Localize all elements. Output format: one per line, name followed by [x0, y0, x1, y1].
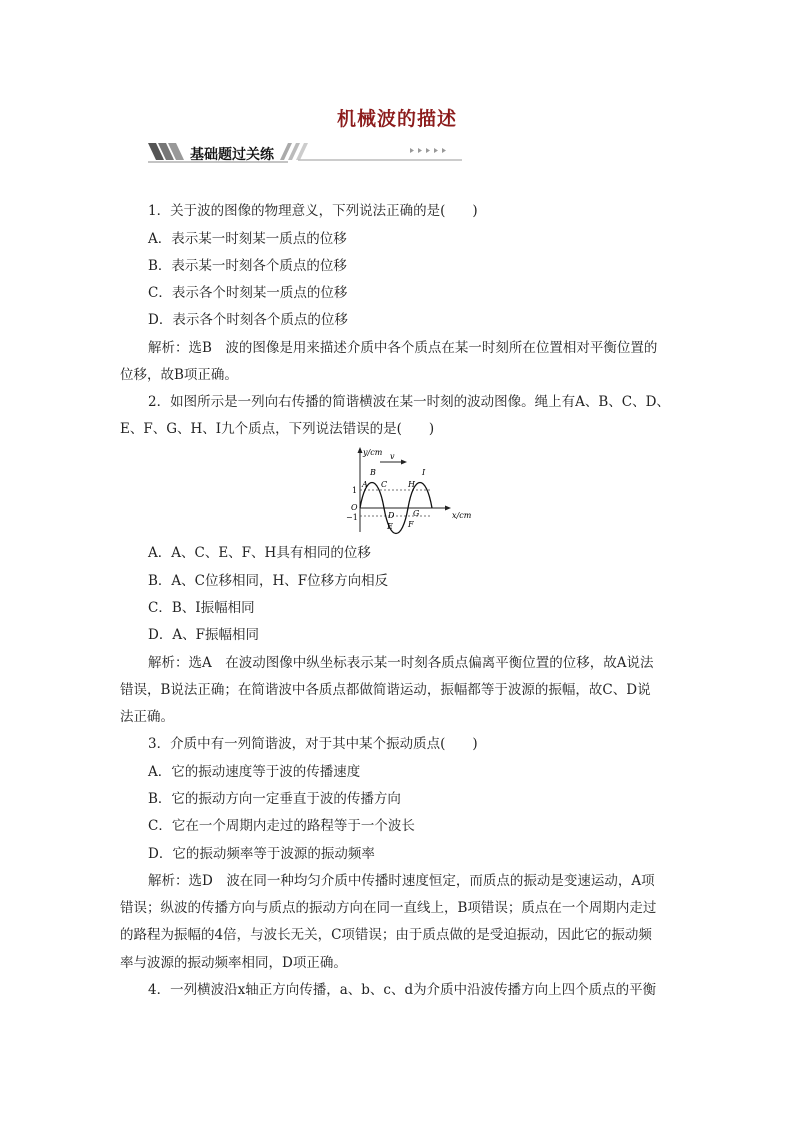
- q2-option-a: A．A、C、E、F、H具有相同的位移: [148, 545, 371, 561]
- q2-stem-line-1: 2．如图所示是一列向右传播的简谐横波在某一时刻的波动图像。绳上有A、B、C、D、: [148, 394, 670, 410]
- point-i-label: I: [422, 468, 426, 477]
- q1-stem: 1．关于波的图像的物理意义，下列说法正确的是( ): [148, 203, 478, 219]
- point-f-label: F: [408, 520, 414, 529]
- velocity-label: v: [390, 452, 395, 461]
- q3-option-d: D．它的振动频率等于波源的振动频率: [148, 846, 375, 862]
- q2-option-c: C．B、I振幅相同: [148, 600, 255, 616]
- section-label: 基础题过关练: [190, 147, 274, 163]
- q1-option-d: D．表示各个时刻各个质点的位移: [148, 312, 348, 328]
- q2-analysis-line-2: 错误，B说法正确；在简谐波中各质点都做简谐运动，振幅都等于波源的振幅，故C、D说: [120, 682, 651, 698]
- x-axis-arrow-icon: [445, 506, 451, 511]
- q4-stem-line-1: 4．一列横波沿x轴正方向传播，a、b、c、d为介质中沿波传播方向上四个质点的平衡: [148, 982, 657, 998]
- origin-label: O: [351, 503, 358, 512]
- point-d-label: D: [388, 511, 395, 520]
- tick-1: 1: [352, 486, 358, 495]
- q2-option-b: B．A、C位移相同，H、F位移方向相反: [148, 573, 389, 589]
- point-b-label: B: [370, 468, 376, 477]
- q2-analysis-line-1: 解析：选A 在波动图像中纵坐标表示某一时刻各质点偏离平衡位置的位移，故A说法: [148, 655, 654, 671]
- q3-analysis-line-1: 解析：选D 波在同一种均匀介质中传播时速度恒定，而质点的振动是变速运动，A项: [148, 873, 655, 889]
- q2-analysis-line-3: 法正确。: [120, 709, 174, 725]
- y-axis-label: y/cm: [363, 448, 383, 457]
- q2-option-d: D．A、F振幅相同: [148, 627, 259, 643]
- q3-option-a: A．它的振动速度等于波的传播速度: [148, 764, 361, 780]
- point-g-label: G: [413, 509, 420, 518]
- point-h-label: H: [408, 480, 415, 489]
- q3-option-c: C．它在一个周期内走过的路程等于一个波长: [148, 818, 415, 834]
- wave-figure: [340, 446, 480, 536]
- q1-analysis-line-1: 解析：选B 波的图像是用来描述介质中各个质点在某一时刻所在位置相对平衡位置的: [148, 340, 658, 356]
- velocity-arrow-head-icon: [401, 460, 407, 465]
- tick-neg1: −1: [346, 513, 358, 522]
- q1-analysis-line-2: 位移，故B项正确。: [120, 367, 238, 383]
- x-axis-label: x/cm: [452, 511, 472, 520]
- q1-option-b: B．表示某一时刻各个质点的位移: [148, 258, 347, 274]
- q3-analysis-line-4: 率与波源的振动频率相同，D项正确。: [120, 955, 347, 971]
- point-a-label: A: [362, 480, 368, 489]
- point-e-label: E: [387, 522, 393, 531]
- q3-analysis-line-3: 的路程为振幅的4倍，与波长无关，C项错误；由于质点做的是受迫振动，因此它的振动频: [120, 927, 652, 943]
- q3-stem: 3．介质中有一列简谐波，对于其中某个振动质点( ): [148, 736, 478, 752]
- page-title: 机械波的描述: [336, 108, 457, 130]
- point-c-label: C: [381, 480, 388, 489]
- q2-stem-line-2: E、F、G、H、I九个质点，下列说法错误的是( ): [120, 421, 435, 437]
- q3-option-b: B．它的振动方向一定垂直于波的传播方向: [148, 791, 401, 807]
- q3-analysis-line-2: 错误；纵波的传播方向与质点的振动方向在同一直线上，B项错误；质点在一个周期内走过: [120, 900, 657, 916]
- q1-option-a: A．表示某一时刻某一质点的位移: [148, 231, 347, 247]
- q1-option-c: C．表示各个时刻某一质点的位移: [148, 285, 348, 301]
- y-axis-arrow-icon: [358, 447, 363, 453]
- section-banner: [148, 140, 462, 168]
